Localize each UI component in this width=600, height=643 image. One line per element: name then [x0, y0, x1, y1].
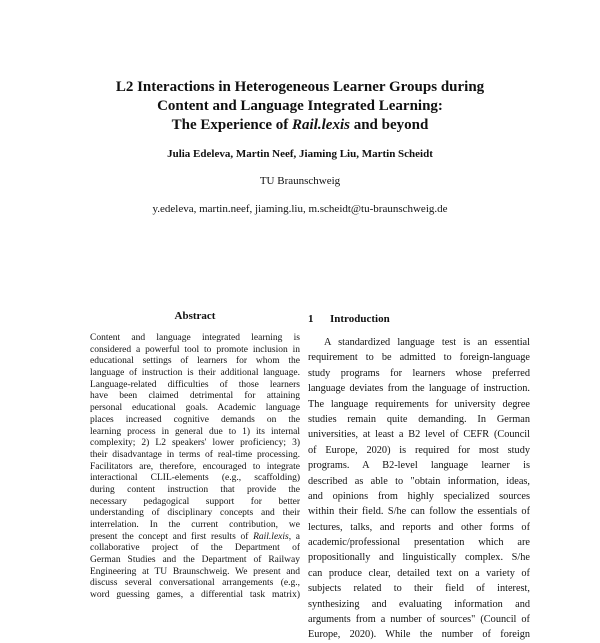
- affiliation: TU Braunschweig: [259, 175, 341, 187]
- introduction-body: [308, 335, 530, 643]
- introduction-line: synthesizing and evaluating information and: [308, 598, 530, 610]
- abstract-line: learning process in general due to 1) its internal: [90, 426, 300, 437]
- email-addresses: y.edeleva, martin.neef, jiaming.liu, m.scheidt@tu-braunschweig.de: [152, 203, 448, 215]
- section-number: 1: [308, 313, 314, 325]
- title-line-3-prefix: The Experience of: [171, 117, 293, 133]
- introduction-line: within their field. S/he can follow the essentials of: [308, 506, 530, 518]
- abstract-line: during content instruction that provide the: [90, 484, 300, 495]
- title-line-3-suffix: and beyond: [349, 117, 429, 133]
- introduction-line: of Europe, 2020) is required for most study: [308, 444, 530, 456]
- abstract-line: necessary pedagogical support for better: [90, 496, 300, 507]
- abstract-line: complexity; 2) L2 speakers' lower proficiency; 3): [90, 438, 300, 449]
- abstract-line: discuss several conversational arrangements (e.g.,: [90, 578, 300, 589]
- abstract-line: word guessing games, a differential task matrix): [90, 590, 300, 601]
- introduction-line: studies remain quite demanding. In German: [308, 413, 530, 425]
- abstract-line: places increased cognitive demands on the: [90, 414, 300, 425]
- abstract-line: Facilitators are, therefore, encouraged to integrate: [90, 461, 300, 472]
- abstract-line: considered a powerful tool to promote inclusion in: [90, 344, 300, 355]
- abstract-line: present the concept and first results of Rail.lexis, a: [90, 531, 300, 542]
- introduction-line: language deviates from the language of instruction.: [308, 383, 530, 395]
- abstract-line: have been claimed detrimental for attaining: [90, 391, 300, 402]
- paper-title: [60, 78, 540, 135]
- introduction-line: described as able to "obtain information, ideas,: [308, 475, 530, 487]
- introduction-line: subjects related to their field of interest,: [308, 583, 530, 595]
- introduction-line: programs. A B2-level language learner is: [308, 460, 530, 472]
- abstract-line: their disadvantage in terms of real-time processing.: [90, 449, 300, 460]
- introduction-line: The language requirements for university degree: [308, 398, 530, 410]
- abstract-line: Content and language integrated learning is: [90, 333, 300, 343]
- introduction-line: lectures, talks, and reports and other forms of: [308, 521, 530, 533]
- introduction-line: Europe, 2020). While the number of foreign: [308, 629, 530, 641]
- introduction-line: study programs for learners whose preferred: [308, 367, 530, 379]
- introduction-line: universities, at least a B2 level of CEFR (Council: [308, 429, 530, 441]
- abstract-line: Language-related difficulties of those learners: [90, 379, 300, 390]
- title-line-3: [60, 116, 540, 135]
- title-line-1: L2 Interactions in Heterogeneous Learner Groups during: [115, 79, 485, 95]
- section-title: Introduction: [330, 313, 390, 325]
- abstract-line: interrelation. In the current contribution, we: [90, 520, 300, 530]
- abstract-project-name: Rail.lexis: [253, 531, 289, 542]
- author-list: Julia Edeleva, Martin Neef, Jiaming Liu, Martin Scheidt: [167, 148, 433, 160]
- abstract-body: [90, 333, 300, 602]
- abstract-line: interactional CLIL-elements (e.g., scaffolding): [90, 473, 300, 484]
- title-line-2: Content and Language Integrated Learning:: [157, 98, 443, 114]
- abstract-line: collaborative project of the Department of: [90, 543, 300, 554]
- abstract-line: personal educational goals. Academic language: [90, 403, 300, 414]
- abstract-line: educational settings of learners for whom the: [90, 356, 300, 367]
- abstract-line: language of instruction is their additional language.: [90, 368, 300, 379]
- introduction-line: academic/professional presentation which are: [308, 537, 530, 549]
- introduction-line: requirement to be admitted to foreign-language: [308, 352, 530, 364]
- introduction-line: A standardized language test is an essential: [324, 337, 530, 348]
- introduction-line: can produce clear, detailed text on a variety of: [308, 567, 530, 579]
- abstract-line: German Studies and the Department of Railway: [90, 555, 300, 566]
- introduction-line: propositionally and linguistically complex. S/he: [308, 552, 530, 564]
- introduction-line: and opinions from highly specialized sources: [308, 490, 530, 502]
- section-heading-introduction: [308, 313, 390, 325]
- title-project-name: Rail.lexis: [292, 117, 350, 133]
- abstract-line: understanding of disciplinary concepts and their: [90, 508, 300, 519]
- abstract-line: Engineering at TU Braunschweig. We present and: [90, 566, 300, 577]
- introduction-line: arguments from a number of sources" (Council of: [308, 614, 530, 626]
- abstract-heading: Abstract: [174, 310, 216, 322]
